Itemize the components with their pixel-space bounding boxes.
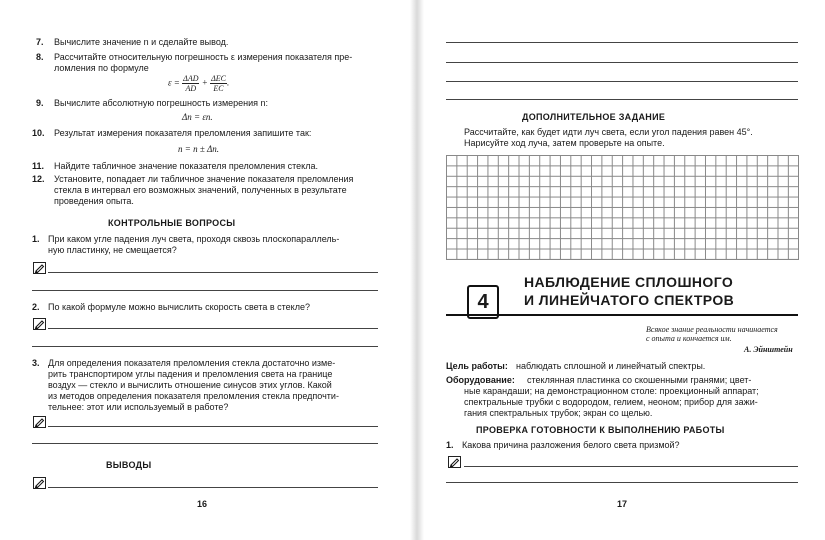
answer-line[interactable] — [48, 487, 378, 488]
item-9-text: Вычислите абсолютную погрешность измерения n: — [54, 98, 269, 108]
item-11-number: 11. — [32, 161, 45, 171]
book-gutter — [410, 0, 424, 540]
item-10-text: Результат измерения показателя преломления запишите так: — [54, 128, 312, 138]
question-1-line1: При каком угле падения луч света, проходя сквозь плоскопараллель- — [48, 234, 340, 244]
lab-number-box: 4 — [467, 285, 499, 319]
answer-line[interactable] — [32, 443, 378, 444]
answer-line[interactable] — [446, 99, 798, 100]
epigraph-line1: Всякое знание реальности начинается — [646, 325, 778, 334]
readiness-heading: ПРОВЕРКА ГОТОВНОСТИ К ВЫПОЛНЕНИЮ РАБОТЫ — [476, 425, 725, 435]
fraction-1-denominator: AD — [185, 84, 197, 93]
lab-title-line1: НАБЛЮДЕНИЕ СПЛОШНОГО — [524, 274, 734, 290]
pencil-icon — [33, 477, 46, 489]
question-3-line5: тельнее: этот или используемый в работе? — [48, 402, 229, 412]
fraction-1-numerator: ΔAD — [183, 74, 199, 83]
answer-line[interactable] — [446, 482, 798, 483]
title-underline — [446, 314, 798, 316]
equipment-label: Оборудование: — [446, 375, 515, 385]
page-number-left: 16 — [197, 499, 208, 509]
item-12-number: 12. — [32, 174, 45, 184]
control-questions-heading: КОНТРОЛЬНЫЕ ВОПРОСЫ — [108, 218, 236, 228]
item-10-number: 10. — [32, 128, 45, 138]
question-3-line1: Для определения показателя преломления стекла достаточно изме- — [48, 358, 336, 368]
graph-paper-grid[interactable] — [446, 155, 799, 260]
question-2-number: 2. — [32, 302, 40, 312]
question-3-number: 3. — [32, 358, 40, 368]
question-1-line2: ную пластинку, не смещается? — [48, 245, 177, 255]
item-11-text: Найдите табличное значение показателя преломления стекла. — [54, 161, 318, 171]
answer-line[interactable] — [48, 426, 378, 427]
equipment-line4: гания спектральных трубок; экран со щелью. — [464, 408, 653, 418]
equipment-line2: ные карандаши; на демонстрационном столе: проекционный аппарат; — [464, 386, 759, 396]
item-7-number: 7. — [36, 37, 44, 47]
formula-plus: + — [201, 77, 208, 88]
conclusions-heading: ВЫВОДЫ — [106, 460, 152, 470]
epigraph-line2: с опыта и кончается им. — [646, 334, 732, 343]
item-12-line1: Установите, попадает ли табличное значение показателя преломления — [54, 174, 354, 184]
fraction-2-denominator: EC — [213, 84, 224, 93]
answer-line[interactable] — [32, 290, 378, 291]
item-8-line1: Рассчитайте относительную погрешность ε измерения показателя пре- — [54, 52, 353, 62]
equipment-line1: стеклянная пластинка со скошенными гранями; цвет- — [527, 375, 752, 385]
answer-line[interactable] — [446, 81, 798, 82]
readiness-question-1-text: Какова причина разложения белого света призмой? — [462, 440, 680, 450]
page-number-right: 17 — [617, 499, 628, 509]
answer-line[interactable] — [48, 328, 378, 329]
pencil-icon — [448, 456, 461, 468]
goal-text: наблюдать сплошной и линейчатый спектры. — [516, 361, 706, 371]
item-8-line2: ломления по формуле — [54, 63, 149, 73]
question-1-number: 1. — [32, 234, 40, 244]
extra-task-line1: Рассчитайте, как будет идти луч света, если угол падения равен 45°. — [464, 127, 753, 137]
question-3-line3: воздух — стекло и вычислить отношение синусов этих углов. Какой — [48, 380, 332, 390]
extra-task-heading: ДОПОЛНИТЕЛЬНОЕ ЗАДАНИЕ — [522, 112, 666, 122]
equipment-line3: спектральные трубки с водородом, гелием, неоном; прибор для зажи- — [464, 397, 758, 407]
answer-line[interactable] — [446, 62, 798, 63]
item-8-number: 8. — [36, 52, 44, 62]
fraction-2-numerator: ΔEC — [211, 74, 226, 83]
epigraph-author: А. Эйнштейн — [744, 345, 793, 354]
item-9-number: 9. — [36, 98, 44, 108]
readiness-question-1-number: 1. — [446, 440, 454, 450]
extra-task-line2: Нарисуйте ход луча, затем проверьте на опыте. — [464, 138, 665, 148]
formula-lhs: ε = — [168, 77, 180, 88]
formula-dot: . — [226, 77, 230, 88]
question-3-line4: из методов определения показателя преломления стекла предпочти- — [48, 391, 339, 401]
item-7-text: Вычислите значение n и сделайте вывод. — [54, 37, 229, 47]
goal-label: Цель работы: — [446, 361, 508, 371]
answer-line[interactable] — [446, 42, 798, 43]
item-12-line3: проведения опыта. — [54, 196, 134, 206]
question-3-line2: рить транспортиром углы падения и преломления света на границе — [48, 369, 333, 379]
result-formula: n = n ± Δn. — [178, 144, 220, 154]
abs-error-formula: Δn = εn. — [182, 112, 213, 122]
answer-line[interactable] — [48, 272, 378, 273]
relative-error-formula — [168, 74, 229, 93]
answer-line[interactable] — [464, 466, 798, 467]
question-2-text: По какой формуле можно вычислить скорость света в стекле? — [48, 302, 310, 312]
pencil-icon — [33, 318, 46, 330]
pencil-icon — [33, 416, 46, 428]
item-12-line2: стекла в интервал его возможных значений, полученных в результате — [54, 185, 347, 195]
answer-line[interactable] — [32, 346, 378, 347]
pencil-icon — [33, 262, 46, 274]
lab-title-line2: И ЛИНЕЙЧАТОГО СПЕКТРОВ — [524, 292, 735, 308]
